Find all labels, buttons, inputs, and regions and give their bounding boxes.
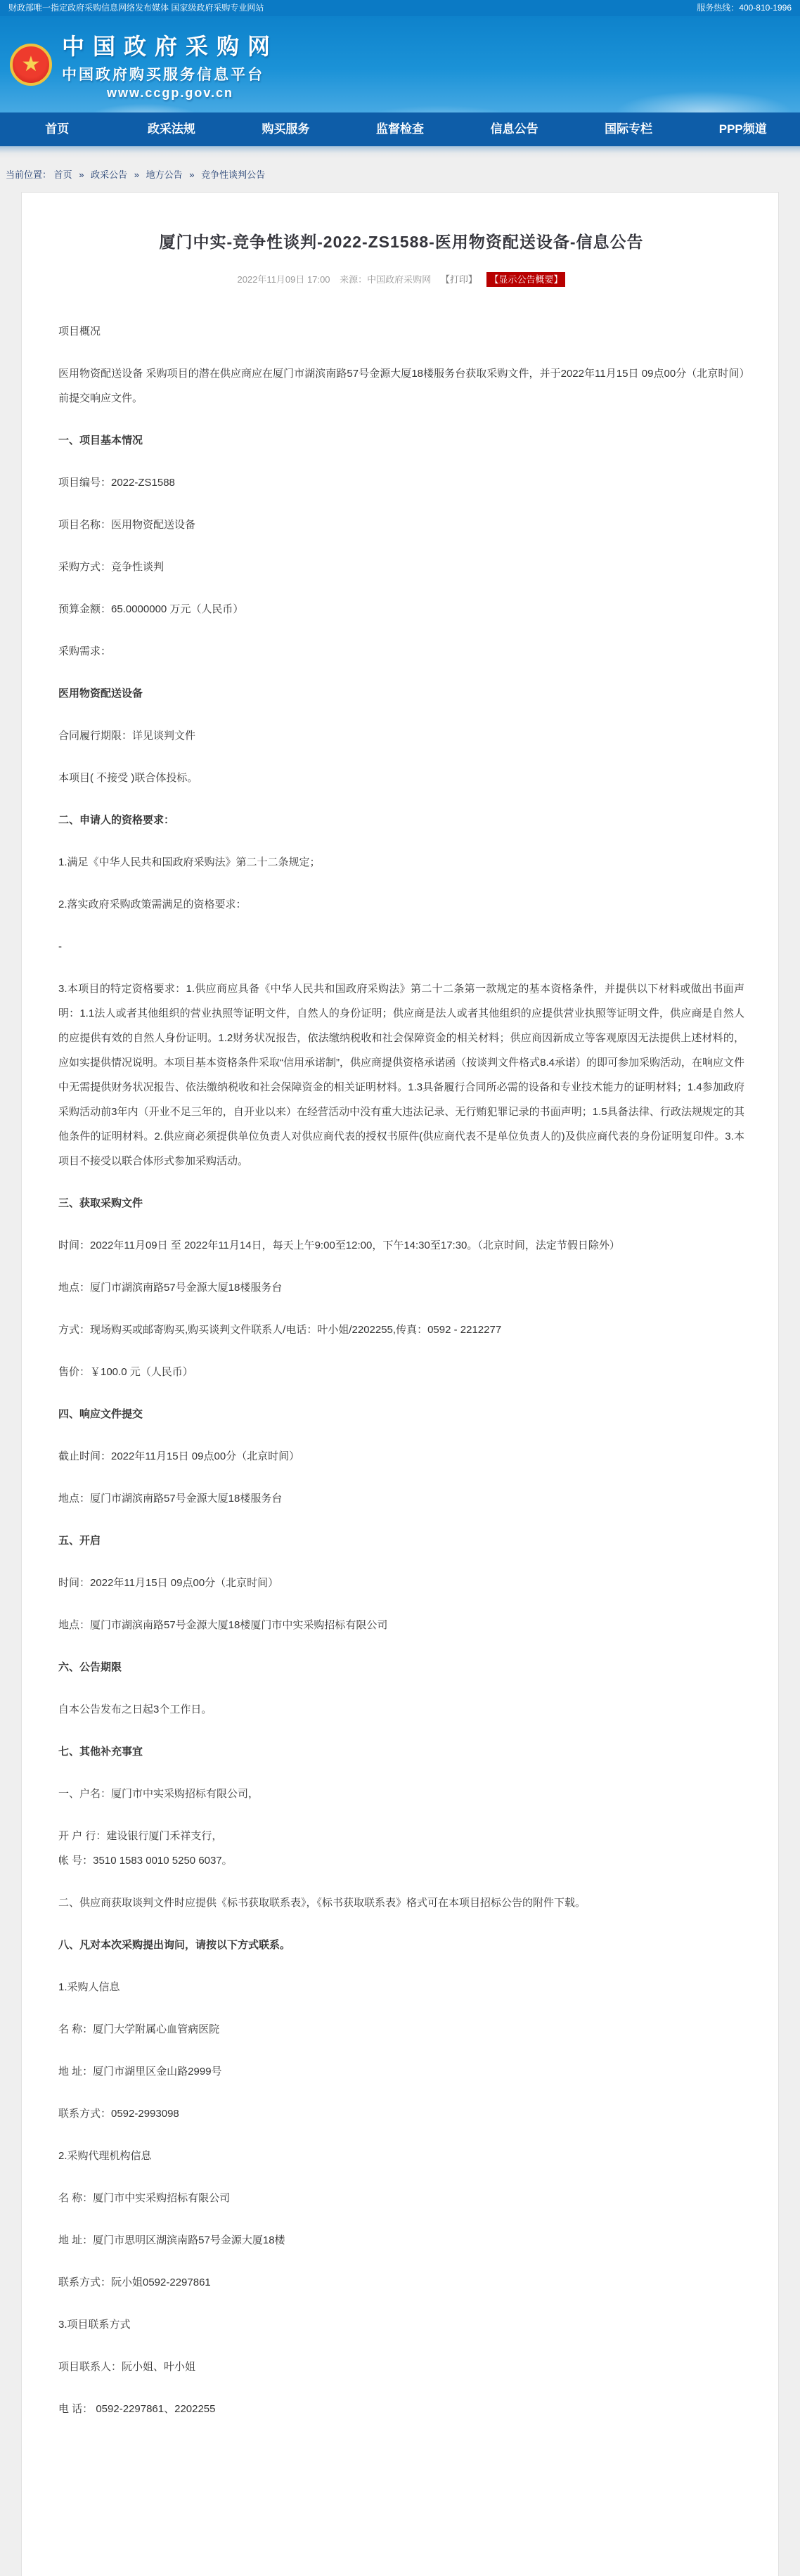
article-source: 来源：中国政府采购网 [340, 274, 432, 285]
nav-item-regulations[interactable]: 政采法规 [147, 122, 195, 136]
page-title: 厦门中实-竞争性谈判-2022-ZS1588-医用物资配送设备-信息公告 [159, 233, 644, 251]
nav-item-announcements[interactable]: 信息公告 [490, 122, 538, 136]
article-paragraph: 3.本项目的特定资格要求：1.供应商应具备《中华人民共和国政府采购法》第二十二条第一款规定的基本资格条件，并提供以下材料或做出书面声明：1.1法人或者其他组织的营业执照等证明文件，自然人的身份证明；供应商是法人或者其他组织的应提供营业执照等证明文件，供应商是自然人的应提供有效的自然人身份证明。1.2财务状况报告，依法缴纳税收和社会保障资金的相关材料；供应商因新成立等客观原因无法提供上述材料的，应如实提供情况说明。本项目基本资格条件采取“信用承诺制”，供应商提供资格承诺函（按谈判文件格式8.4承诺）的即可参加采购活动，在响应文件中无需提供财务状况报告、依法缴纳税收和社会保障资金的相关证明材料。1.3具备履行合同所必需的设备和专业技术能力的证明材料；1.4参加政府采购活动前3年内（开业不足三年的，自开业以来）在经营活动中没有重大违法记录、无行贿犯罪记录的书面声明；1.5具备法律、行政法规规定的其他条件的证明材料。2.供应商必须提供单位负责人对供应商代表的授权书原件(供应商代表不是单位负责人的)及供应商代表的身份证明复印件。3.本项目不接受以联合体形式参加采购活动。 [58, 983, 744, 1167]
article-paragraph: 采购需求： [58, 645, 112, 657]
article-paragraph: 合同履行期限：详见谈判文件 [58, 730, 196, 742]
article-meta [58, 272, 744, 285]
article-paragraph: 方式：现场购买或邮寄购买,购买谈判文件联系人/电话：叶小姐/2202255,传真：0592 - 2212277 [58, 1324, 502, 1336]
service-hotline: 服务热线：400-810-1996 [697, 3, 792, 13]
article-paragraph: 二、供应商获取谈判文件时应提供《标书获取联系表》，《标书获取联系表》格式可在本项目招标公告的附件下载。 [58, 1897, 586, 1909]
article-paragraph: 2.采购代理机构信息 [58, 2150, 152, 2162]
article-paragraph: 2.落实政府采购政策需满足的资格要求： [58, 899, 247, 910]
top-utility-bar [0, 0, 800, 16]
article-paragraph: 项目概况 [58, 326, 101, 337]
article-paragraph: 本项目( 不接受 )联合体投标。 [58, 772, 198, 784]
article-paragraph: - [58, 941, 62, 953]
breadcrumb-gov-announcements[interactable]: 政采公告 [91, 169, 128, 180]
article-paragraph: 自本公告发布之日起3个工作日。 [58, 1704, 212, 1715]
section-heading: 六、公告期限 [58, 1661, 122, 1673]
main-nav [0, 112, 800, 146]
nav-shade-divider [0, 146, 800, 159]
agency-name: 名 称：厦门市中实采购招标有限公司 [58, 2192, 231, 2204]
breadcrumb-home[interactable]: 首页 [53, 169, 72, 180]
article-paragraph: 采购方式：竞争性谈判 [58, 561, 164, 573]
article-paragraph: 地点：厦门市湖滨南路57号金源大厦18楼服务台 [58, 1493, 283, 1505]
article-paragraph: 截止时间：2022年11月15日 09点00分（北京时间） [58, 1450, 300, 1462]
nav-item-ppp-channel[interactable]: PPP频道 [718, 122, 767, 136]
nav-item-supervision[interactable]: 监督检查 [376, 122, 425, 136]
print-button[interactable]: 【打印】 [440, 274, 477, 285]
national-emblem-icon: ★ [10, 44, 52, 86]
breadcrumb-current: 竞争性谈判公告 [201, 169, 266, 180]
article-paragraph: 医用物资配送设备 [58, 688, 143, 700]
article-paragraph: 1.采购人信息 [58, 1981, 120, 1993]
article-body [58, 319, 744, 2421]
project-contact-phone: 电 话： 0592-2297861、2202255 [58, 2403, 216, 2415]
nav-item-home[interactable]: 首页 [45, 122, 70, 136]
site-subtitle: 中国政府购买服务信息平台 [62, 67, 264, 83]
breadcrumb [0, 159, 800, 192]
article-paragraph: 1.满足《中华人民共和国政府采购法》第二十二条规定； [58, 856, 321, 868]
article-paragraph: 项目名称：医用物资配送设备 [58, 519, 196, 531]
bank-branch: 开 户 行：建设银行厦门禾祥支行， [58, 1830, 223, 1842]
nav-item-international[interactable]: 国际专栏 [605, 122, 653, 136]
project-contact-person: 项目联系人：阮小姐、叶小姐 [58, 2361, 196, 2373]
breadcrumb-prefix: 当前位置： [6, 169, 52, 180]
article-paragraph: 地点：厦门市湖滨南路57号金源大厦18楼服务台 [58, 1282, 283, 1294]
article-paragraph: 医用物资配送设备 采购项目的潜在供应商应在厦门市湖滨南路57号金源大厦18楼服务台获取采购文件，并于2022年11月15日 09点00分（北京时间）前提交响应文件。 [58, 368, 744, 404]
section-heading: 五、开启 [58, 1535, 101, 1547]
site-slogan: 财政部唯一指定政府采购信息网络发布媒体 国家级政府采购专业网站 [8, 3, 264, 13]
breadcrumb-local-announcements[interactable]: 地方公告 [146, 169, 183, 180]
article-paragraph: 项目编号：2022-ZS1588 [58, 477, 175, 489]
agency-contact: 联系方式：阮小姐0592-2297861 [58, 2276, 211, 2288]
purchaser-name: 名 称：厦门大学附属心血管病医院 [58, 2023, 220, 2035]
bank-account-number: 帐 号：3510 1583 0010 5250 6037。 [58, 1855, 233, 1867]
section-heading: 一、项目基本情况 [58, 434, 143, 446]
section-heading: 八、凡对本次采购提出询问，请按以下方式联系。 [58, 1939, 291, 1951]
section-heading: 四、响应文件提交 [58, 1408, 143, 1420]
site-title-block [62, 29, 278, 101]
publish-datetime: 2022年11月09日 17:00 [237, 274, 330, 285]
site-name: 中国政府采购网 [62, 34, 279, 59]
section-heading: 三、获取采购文件 [58, 1197, 143, 1209]
site-logo[interactable] [0, 16, 800, 101]
section-heading: 二、申请人的资格要求： [58, 814, 175, 826]
announcement-card [21, 192, 779, 2576]
nav-item-purchase-services[interactable]: 购买服务 [262, 122, 310, 136]
breadcrumb-separator: » [79, 169, 84, 180]
section-heading: 七、其他补充事宜 [58, 1746, 143, 1758]
agency-address: 地 址：厦门市思明区湖滨南路57号金源大厦18楼 [58, 2234, 285, 2246]
purchaser-contact: 联系方式：0592-2993098 [58, 2108, 179, 2120]
article-paragraph: 时间：2022年11月09日 至 2022年11月14日，每天上午9:00至12:00，下午14:30至17:30。（北京时间，法定节假日除外） [58, 1239, 620, 1251]
breadcrumb-separator: » [189, 169, 195, 180]
show-summary-button[interactable]: 【显示公告概要】 [486, 272, 565, 287]
site-url: www.ccgp.gov.cn [106, 86, 234, 100]
article-paragraph: 地点：厦门市湖滨南路57号金源大厦18楼厦门市中实采购招标有限公司 [58, 1619, 388, 1631]
article-paragraph: 3.项目联系方式 [58, 2319, 131, 2331]
breadcrumb-separator: » [134, 169, 140, 180]
article-paragraph: 售价：￥100.0 元（人民币） [58, 1366, 193, 1378]
article-paragraph: 预算金额：65.0000000 万元（人民币） [58, 603, 244, 615]
bank-account-name: 一、户名：厦门市中实采购招标有限公司， [58, 1788, 259, 1800]
purchaser-address: 地 址：厦门市湖里区金山路2999号 [58, 2066, 222, 2078]
header-banner [0, 16, 800, 112]
article-paragraph: 时间：2022年11月15日 09点00分（北京时间） [58, 1577, 279, 1589]
